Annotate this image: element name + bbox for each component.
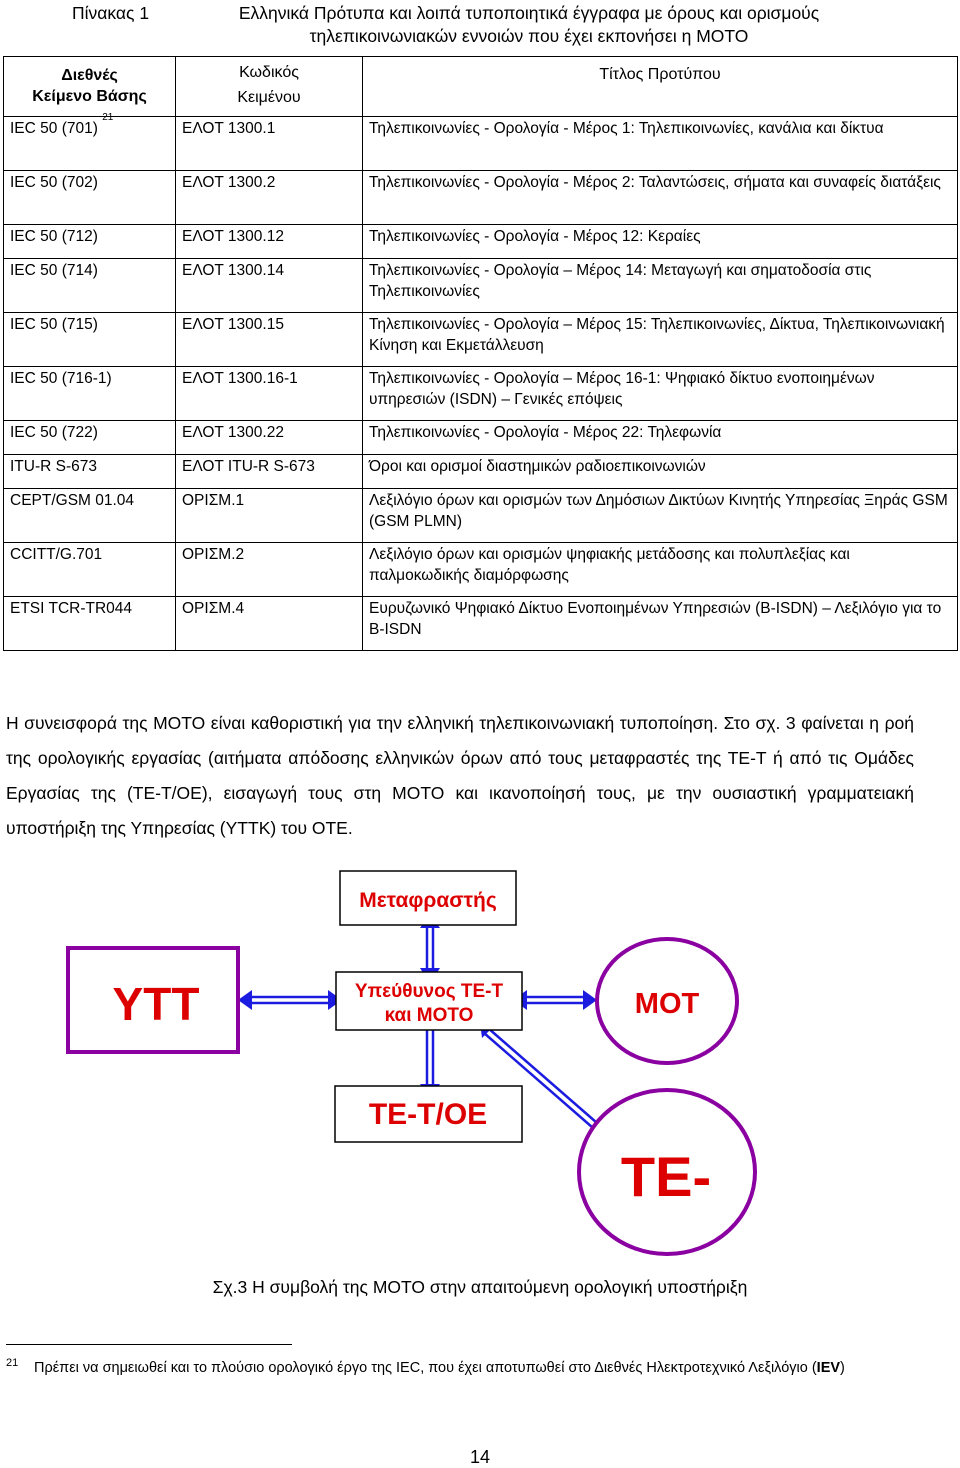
- body-paragraph: Η συνεισφορά της ΜΟΤΟ είναι καθοριστική για την ελληνική τηλεπικοινωνιακή τυποποίηση. Στο σχ. 3 φαίνεται η ροή της ορολογικής εργασίας (αιτήματα απόδοσης ελληνικών όρων από τους μεταφραστές της ΤΕ-Τ ή από τις Ομάδες Εργασίας της (ΤΕ-Τ/ΟΕ), εισαγωγή τους στη ΜΟΤΟ και ικανοποίησή τους, με την ουσιαστική γραμματειακή υποστήριξη της Υπηρεσίας (ΥΤΤΚ) του ΟΤΕ.: [6, 713, 914, 838]
- table-row: [4, 313, 958, 367]
- ytt-label: ΥΤΤ: [112, 978, 200, 1030]
- cell-code: ΕΛΟΤ 1300.16-1: [176, 367, 363, 421]
- base-text-value: IEC 50 (715): [10, 316, 98, 333]
- cell-code: ΕΛΟΤ 1300.22: [176, 421, 363, 455]
- footnote-open-paren: (: [811, 1360, 817, 1376]
- header-code-line1: Κωδικός: [239, 64, 299, 82]
- cell-code: ΕΛΟΤ 1300.12: [176, 225, 363, 259]
- table-row: [4, 117, 958, 171]
- arrowhead-right-2: [583, 990, 597, 1010]
- table-row: [4, 367, 958, 421]
- header-code: [176, 57, 363, 117]
- footnote-text: [34, 1359, 914, 1379]
- cell-title: Τηλεπικοινωνίες - Ορολογία - Μέρος 2: Ταλαντώσεις, σήματα και συναφείς διατάξεις: [363, 171, 958, 225]
- table-header-row: [4, 57, 958, 117]
- footnote-close-paren: ): [840, 1360, 845, 1376]
- base-text-value: ITU-R S-673: [10, 458, 97, 475]
- header-base-line2: Κείμενο Βάσης: [32, 87, 147, 105]
- cell-title: Τηλεπικοινωνίες - Ορολογία - Μέρος 12: Κεραίες: [363, 225, 958, 259]
- cell-base-text: [4, 225, 176, 259]
- base-text-value: IEC 50 (722): [10, 424, 98, 441]
- cell-title: Τηλεπικοινωνίες - Ορολογία - Μέρος 1: Τηλεπικοινωνίες, κανάλια και δίκτυα: [363, 117, 958, 171]
- footnote-abbr: IEV: [816, 1360, 841, 1376]
- base-text-value: CEPT/GSM 01.04: [10, 492, 135, 509]
- responsible-label-line1: Υπεύθυνος ΤΕ-Τ: [354, 981, 504, 1002]
- footnote-body: Πρέπει να σημειωθεί και το πλούσιο ορολογικό έργο της IEC, που έχει αποτυπωθεί στο Διεθνές Ηλεκτροτεχνικό Λεξιλόγιο: [34, 1360, 808, 1376]
- cell-base-text: [4, 313, 176, 367]
- cell-base-text: [4, 455, 176, 489]
- teoe-label: ΤΕ-Τ/ΟΕ: [368, 1098, 488, 1131]
- cell-code: ΟΡΙΣΜ.4: [176, 597, 363, 651]
- cell-title: Τηλεπικοινωνίες - Ορολογία – Μέρος 15: Τηλεπικοινωνίες, Δίκτυα, Τηλεπικοινωνιακή Κίνηση και Εκμετάλλευση: [363, 313, 958, 367]
- base-text-value: IEC 50 (712): [10, 228, 98, 245]
- cell-title: Λεξιλόγιο όρων και ορισμών ψηφιακής μετάδοσης και πολυπλεξίας και παλμοκωδικής διαμόρφωσης: [363, 543, 958, 597]
- cell-title: Λεξιλόγιο όρων και ορισμών των Δημόσιων Δικτύων Κινητής Υπηρεσίας Ξηράς GSM (GSM PLMN): [363, 489, 958, 543]
- header-base-line1: Διεθνές: [61, 67, 118, 84]
- table-caption-line2: τηλεπικοινωνιακών εννοιών που έχει εκπονήσει η ΜΟΤΟ: [309, 26, 749, 46]
- cell-code: ΟΡΙΣΜ.2: [176, 543, 363, 597]
- base-text-value: IEC 50 (702): [10, 174, 98, 191]
- cell-code: ΟΡΙΣΜ.1: [176, 489, 363, 543]
- translator-label: Μεταφραστής: [359, 889, 497, 912]
- header-base-text: [4, 57, 176, 117]
- page-number: 14: [469, 1447, 491, 1467]
- cell-title: Ευρυζωνικό Ψηφιακό Δίκτυο Ενοποιημένων Υπηρεσιών (B-ISDN) – Λεξιλόγιο για το B-ISDN: [363, 597, 958, 651]
- base-text-value: IEC 50 (714): [10, 262, 98, 279]
- cell-title: Τηλεπικοινωνίες - Ορολογία – Μέρος 14: Μεταγωγή και σηματοδοσία στις Τηλεπικοινωνίες: [363, 259, 958, 313]
- cell-base-text: [4, 112, 176, 171]
- table-row: [4, 259, 958, 313]
- cell-title: Όροι και ορισμοί διαστημικών ραδιοεπικοινωνιών: [363, 455, 958, 489]
- cell-code: ΕΛΟΤ 1300.2: [176, 171, 363, 225]
- cell-base-text: [4, 489, 176, 543]
- flow-diagram: [0, 860, 960, 1260]
- cell-title: Τηλεπικοινωνίες - Ορολογία - Μέρος 22: Τηλεφωνία: [363, 421, 958, 455]
- table-row: [4, 543, 958, 597]
- cell-base-text: [4, 259, 176, 313]
- table-row: [4, 421, 958, 455]
- footnote-separator: [6, 1344, 292, 1345]
- table-row: [4, 455, 958, 489]
- cell-base-text: [4, 367, 176, 421]
- cell-base-text: [4, 421, 176, 455]
- cell-base-text: [4, 597, 176, 651]
- cell-code: ΕΛΟΤ 1300.15: [176, 313, 363, 367]
- table-caption-line1: Ελληνικά Πρότυπα και λοιπά τυποποιητικά έγγραφα με όρους και ορισμούς: [238, 3, 820, 23]
- footnote-number: 21: [6, 1357, 19, 1369]
- te-label: ΤΕ-: [620, 1145, 712, 1208]
- base-text-value: IEC 50 (701): [10, 120, 98, 137]
- cell-title: Τηλεπικοινωνίες - Ορολογία – Μέρος 16-1: Ψηφιακό δίκτυο ενοποιημένων υπηρεσιών (ISDN) – Γενικές επόψεις: [363, 367, 958, 421]
- table-row: [4, 225, 958, 259]
- cell-code: ΕΛΟΤ 1300.14: [176, 259, 363, 313]
- cell-base-text: [4, 171, 176, 225]
- table-row: [4, 171, 958, 225]
- header-title: Τίτλος Προτύπου: [363, 57, 958, 117]
- base-text-value: CCITT/G.701: [10, 546, 103, 563]
- arrowhead-left-1: [238, 990, 252, 1010]
- cell-code: ΕΛΟΤ 1300.1: [176, 117, 363, 171]
- responsible-label-line2: και ΜΟΤΟ: [384, 1005, 474, 1026]
- standards-table: [3, 56, 958, 651]
- base-text-value: IEC 50 (716-1): [10, 370, 112, 387]
- cell-code: ΕΛΟΤ ITU-R S-673: [176, 455, 363, 489]
- mot-label: ΜΟΤ: [634, 988, 700, 1020]
- base-text-value: ETSI TCR-TR044: [10, 600, 133, 617]
- figure-caption: Σχ.3 Η συμβολή της ΜΟΤΟ στην απαιτούμενη ορολογική υποστήριξη: [212, 1277, 748, 1297]
- table-caption-text: [179, 2, 879, 48]
- table-row: [4, 489, 958, 543]
- table-row: [4, 597, 958, 651]
- header-code-line2: Κειμένου: [237, 88, 301, 106]
- cell-base-text: [4, 543, 176, 597]
- footnote-abbr-wrap: [812, 1360, 845, 1376]
- footnote-ref[interactable]: 21: [102, 112, 114, 123]
- table-caption-label: Πίνακας 1: [72, 3, 150, 23]
